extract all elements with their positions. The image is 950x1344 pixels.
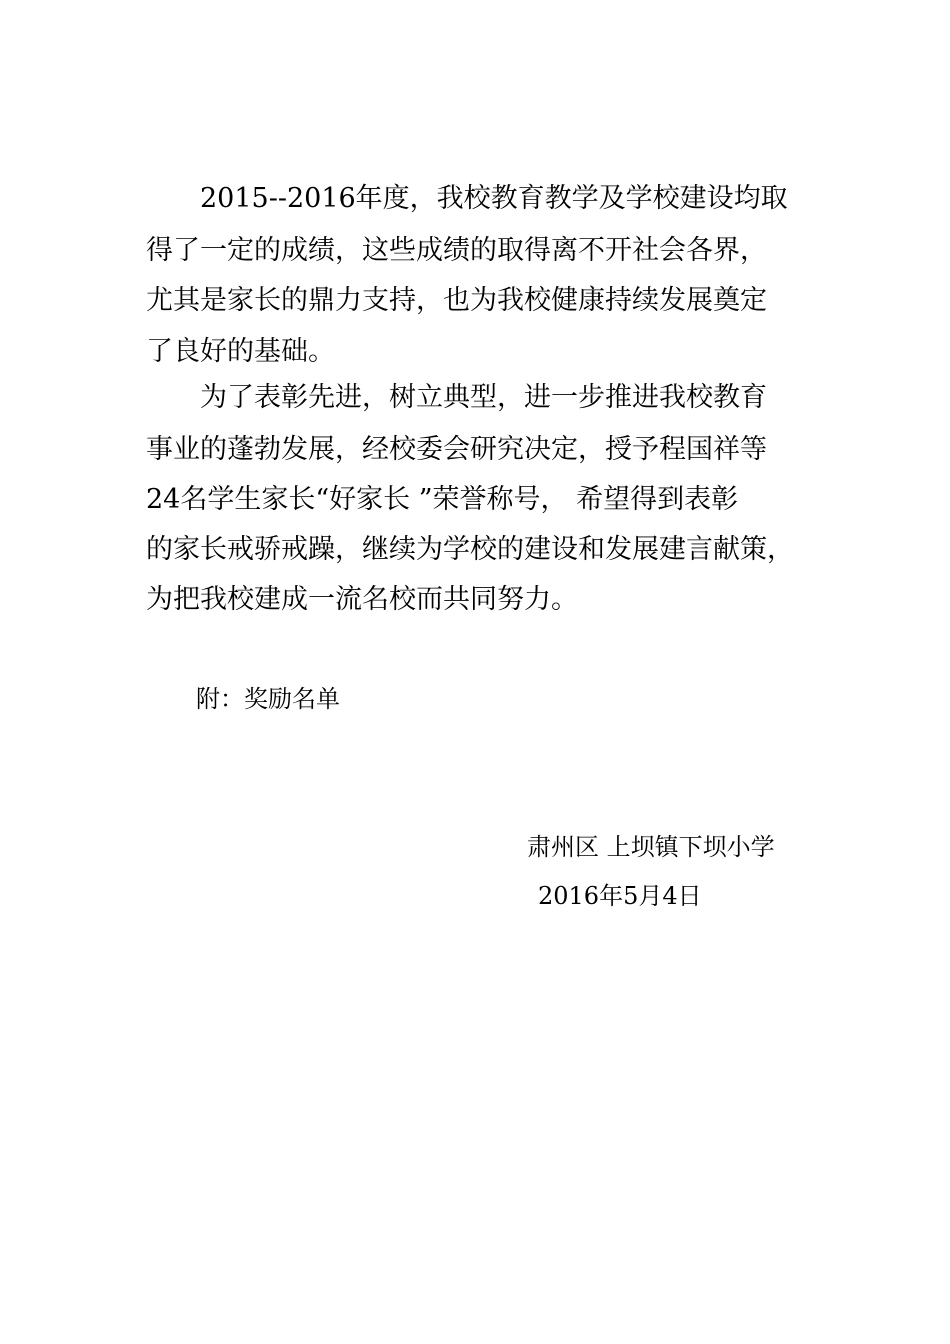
paragraph2-line-5: 为把我校建成一流名校而共同努力。 xyxy=(146,584,578,615)
paragraph2-line-3: 24名学生家长“好家长 ”荣誉称号， 希望得到表彰 xyxy=(146,484,739,515)
paragraph2-line-4: 的家长戒骄戒躁，继续为学校的建设和发展建言献策， xyxy=(146,534,794,565)
paragraph1-line-2: 得了一定的成绩，这些成绩的取得离不开社会各界， xyxy=(146,235,767,266)
signature-date: 2016年5月4日 xyxy=(538,882,702,910)
paragraph2-line-1: 为了表彰先进，树立典型，进一步推进我校教育 xyxy=(200,382,767,413)
paragraph2-line-2: 事业的蓬勃发展，经校委会研究决定，授予程国祥等 xyxy=(146,434,767,465)
attachment-note: 附：奖励名单 xyxy=(196,685,340,713)
paragraph1-line-3: 尤其是家长的鼎力支持，也为我校健康持续发展奠定 xyxy=(146,285,767,316)
signature-school: 肃州区 上坝镇下坝小学 xyxy=(527,833,775,861)
paragraph1-line-4: 了良好的基础。 xyxy=(146,336,335,367)
paragraph1-line-1: 2015--2016年度，我校教育教学及学校建设均取 xyxy=(200,183,788,214)
